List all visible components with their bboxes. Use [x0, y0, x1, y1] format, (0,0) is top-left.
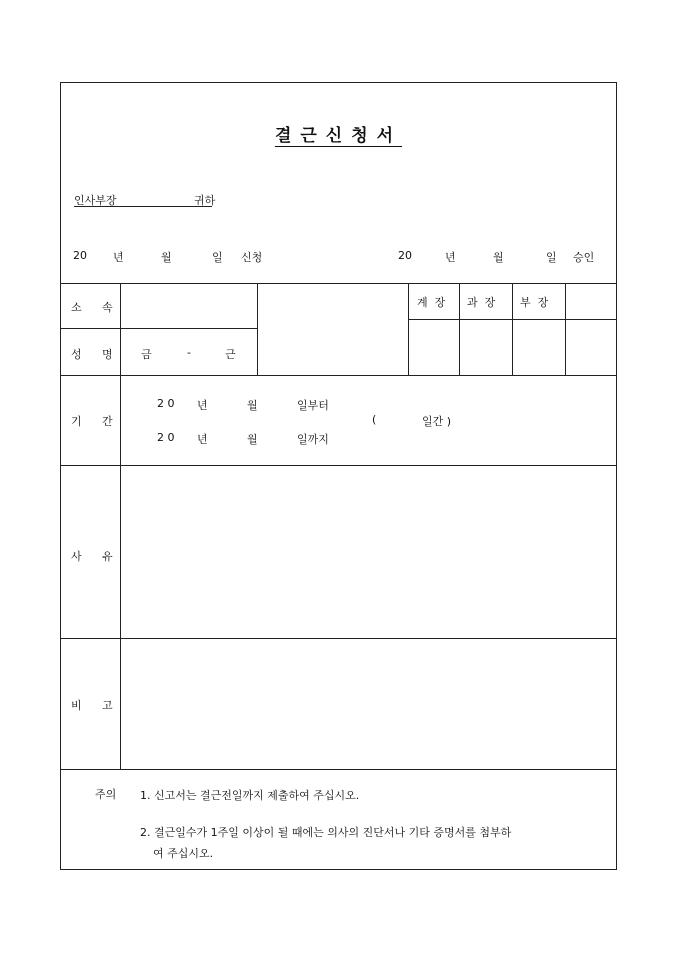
period-end-day: 일까지 [297, 433, 329, 446]
period-days-open-paren: ( [372, 413, 377, 426]
reason-label-1: 사 [71, 550, 83, 563]
name-label-2: 명 [102, 348, 114, 361]
notes-item-1: 1. 신고서는 결근전일까지 제출하여 주십시오. [140, 789, 360, 802]
approval-header-section-chief: 과 장 [467, 296, 496, 309]
form-title: 결근신청서 [274, 126, 403, 146]
approval-header-dept-head: 부 장 [520, 296, 549, 309]
affiliation-label-2: 속 [102, 301, 114, 314]
divider [459, 283, 460, 375]
period-start-day: 일부터 [297, 399, 329, 412]
name-value-a: 금 [141, 348, 152, 361]
notes-label: 주의 [95, 788, 117, 801]
divider [61, 465, 616, 466]
divider [61, 375, 616, 376]
remarks-label-1: 비 [71, 699, 83, 712]
period-end-year-unit: 년 [197, 433, 208, 446]
request-day-unit: 일 [212, 251, 223, 264]
name-value-b: 근 [225, 348, 236, 361]
affiliation-label-1: 소 [71, 301, 83, 314]
approve-year: 20 [398, 249, 412, 262]
request-month-unit: 월 [161, 251, 172, 264]
approval-header-team-lead: 계 장 [417, 296, 446, 309]
period-start-year-unit: 년 [197, 399, 208, 412]
period-start-year: 2 0 [157, 397, 175, 410]
divider [512, 283, 513, 375]
name-label-1: 성 [71, 348, 83, 361]
request-year-unit: 년 [113, 251, 124, 264]
label-column-border [120, 283, 121, 769]
approve-action: 승인 [573, 251, 595, 264]
addressee-line [74, 192, 216, 207]
divider [61, 638, 616, 639]
divider [565, 283, 566, 375]
name-value-dash: - [187, 346, 191, 359]
remarks-label-2: 고 [102, 699, 114, 712]
reason-label-2: 유 [102, 550, 114, 563]
request-year: 20 [73, 249, 87, 262]
period-start-month-unit: 월 [247, 399, 258, 412]
approve-year-unit: 년 [445, 251, 456, 264]
request-action: 신청 [241, 251, 263, 264]
divider [61, 328, 257, 329]
period-end-year: 2 0 [157, 431, 175, 444]
divider [408, 283, 409, 375]
divider [257, 283, 258, 375]
period-days-label: 일간 ) [422, 415, 452, 428]
absence-request-form [60, 82, 617, 870]
period-label-2: 간 [102, 415, 114, 428]
addressee-dept: 인사부장 [74, 194, 117, 207]
addressee-honorific: 귀하 [194, 194, 216, 207]
period-label-1: 기 [71, 415, 83, 428]
approve-month-unit: 월 [493, 251, 504, 264]
notes-item-2-continued: 여 주십시오. [153, 847, 214, 860]
notes-item-2: 2. 결근일수가 1주일 이상이 될 때에는 의사의 진단서나 기타 증명서를 첨부하 [140, 826, 512, 839]
table-top-border [61, 283, 616, 284]
approve-day-unit: 일 [546, 251, 557, 264]
divider [61, 769, 616, 770]
period-end-month-unit: 월 [247, 433, 258, 446]
